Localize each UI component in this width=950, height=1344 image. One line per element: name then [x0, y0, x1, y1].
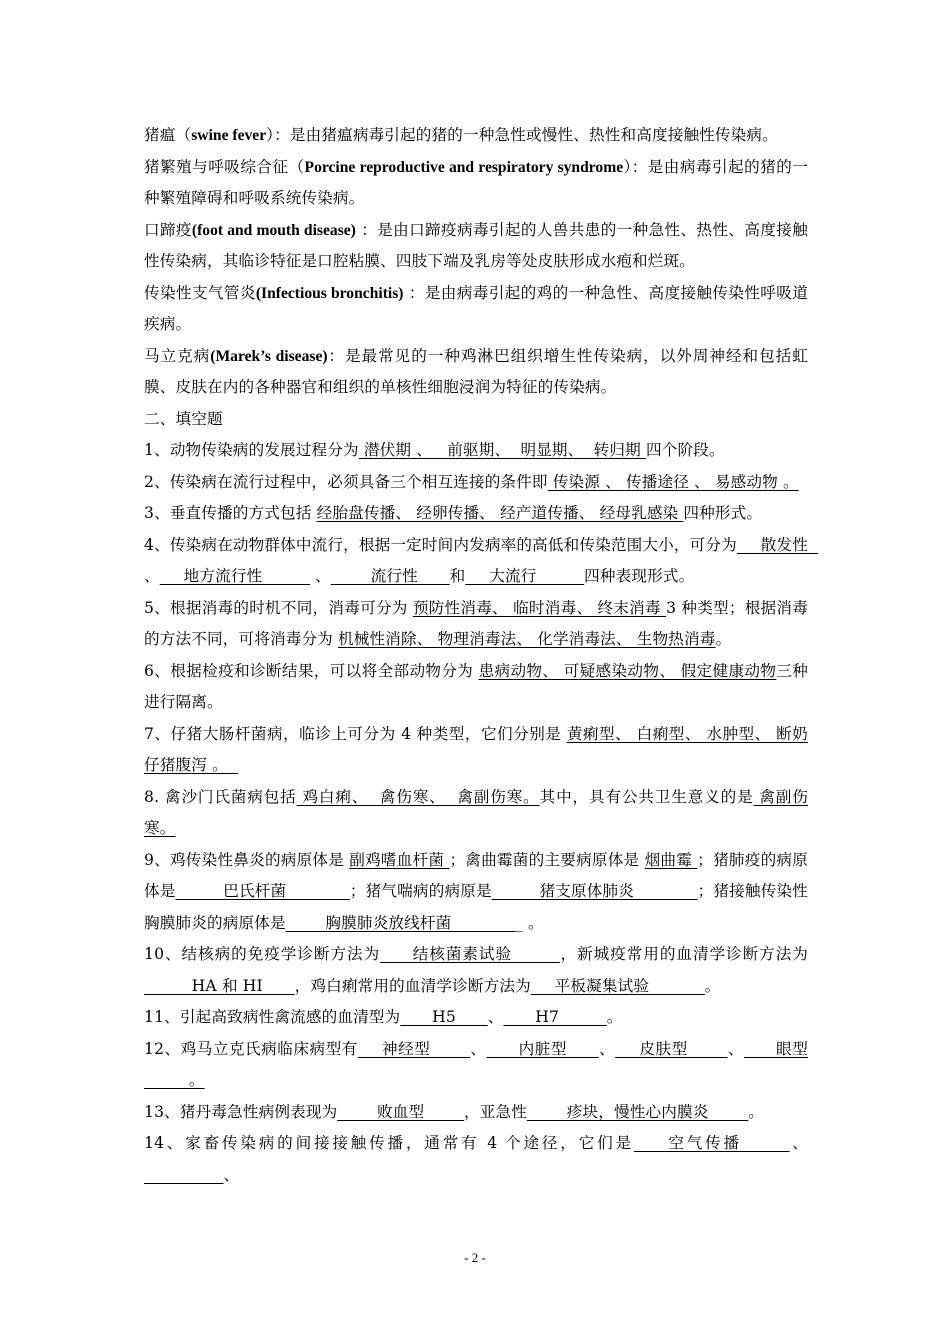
definition-prefix: 猪繁殖与呼吸综合征（ [144, 157, 305, 176]
question-text: 5、根据消毒的时机不同，消毒可分为 [144, 598, 413, 617]
question-text: 12、鸡马立克氏病临床病型有 [144, 1039, 358, 1058]
definition-mareks-disease [144, 341, 808, 404]
section-title: 二、填空题 [144, 409, 223, 428]
answer-blank: ______猪支原体肺炎________ [491, 882, 698, 900]
answer-blank: 潜伏期 、 前驱期、 明显期、 转归期 [358, 441, 646, 459]
definition-prrs [144, 152, 808, 215]
answer-blank: 烟曲霉 [644, 850, 698, 869]
question-text: 、 [487, 1008, 504, 1026]
definition-prefix: 口蹄疫 [144, 220, 192, 239]
answer-blank: 黄痢型、 白痢型、 水肿型、 断奶仔猪腹泻 。 [144, 724, 808, 774]
question-text: 四个阶段。 [645, 441, 725, 459]
definition-term: Porcine reproductive and respiratory syndrome [304, 158, 624, 176]
question-text: 。 [704, 976, 721, 995]
question-text: ；猪气喘病的病原是 [349, 882, 492, 900]
answer-blank: ____结核菌素试验______ [380, 945, 560, 963]
question-text: 、 [310, 567, 331, 585]
answer-blank: 经胎盘传播、 经卵传播、 经产道传播、 经母乳感染 [316, 504, 684, 522]
answer-blank: _____败血型_____ [337, 1102, 465, 1121]
answer-blank: ___大流行______ [465, 567, 585, 585]
definition-infectious-bronchitis [144, 278, 808, 341]
answer-blank: 副鸡嗜血杆菌 [349, 850, 450, 869]
question-text: 8. 禽沙门氏菌病包括 [144, 787, 297, 806]
question-text: 、 [144, 567, 160, 585]
definition-term: (Marek’s disease) [210, 347, 328, 365]
question-text: ；禽曲霉菌的主要病原体是 [449, 850, 645, 869]
question-text: 9、鸡传染性鼻炎的病原体是 [144, 850, 350, 869]
question-text: 、 [223, 1165, 240, 1184]
definition-term: swine fever [191, 127, 267, 144]
question-text: 和 [449, 567, 466, 585]
answer-blank: ___地方流行性______ [159, 567, 310, 585]
question-text: 、 [470, 1039, 487, 1058]
answer-blank: 预防性消毒、 临时消毒、 终末消毒 [412, 598, 667, 617]
question-12 [144, 1034, 808, 1097]
answer-blank: 传染源 、 传播途径 、 易感动物 。 [547, 472, 799, 491]
question-text: 、 [598, 1039, 616, 1058]
answer-blank: ____内脏型____ [486, 1039, 599, 1058]
answer-blank: _____胸膜肺炎放线杆菌________ [285, 913, 515, 932]
question-text: 3 种类型；根据消毒的方法不同，可将消毒分为 [144, 598, 808, 648]
question-5 [144, 593, 808, 656]
answer-blank: 鸡白痢、 禽伤寒、 禽副伤寒。 [296, 787, 540, 806]
answer-blank: ___神经型_____ [357, 1039, 471, 1058]
answer-blank: ___皮肤型_____ [615, 1039, 728, 1058]
answer-blank: ______巴氏杆菌________ [175, 882, 350, 900]
question-6 [144, 656, 808, 719]
question-text: 7、仔猪大肠杆菌病，临诊上可分为 4 种类型，它们分别是 [144, 724, 567, 743]
question-text: ；猪接触传染性胸膜肺炎的病原体是 [144, 882, 808, 932]
question-text: 。 [748, 1102, 764, 1121]
question-3 [144, 498, 808, 530]
page-content [144, 120, 819, 1191]
question-2 [144, 467, 808, 499]
question-text: 。 [606, 1008, 623, 1026]
answer-blank: ___散发性 [736, 535, 819, 554]
definition-text: ：是最常见的一种鸡淋巴组织增生性传染病，以外周神经和包括虹膜、皮肤在内的各种器官和组织的单核性细胞浸润为特征的传染病。 [144, 346, 808, 396]
question-text: 3、垂直传播的方式包括 [144, 504, 317, 522]
question-text: 四种形式。 [683, 504, 763, 522]
question-text: 6、根据检疫和诊断结果，可以将全部动物分为 [144, 661, 479, 680]
question-1 [144, 435, 808, 467]
question-text: 三种进行隔离。 [144, 661, 808, 711]
definition-text: ：是由病毒引起的鸡的一种急性、高度接触传染性呼吸道疾病。 [144, 283, 808, 333]
definition-term: (Infectious bronchitis) [255, 284, 404, 302]
answer-blank: ____H5____ [400, 1008, 488, 1026]
question-text: 11、引起高致病性禽流感的血清型为 [144, 1008, 401, 1026]
question-text: 14、家畜传染病的间接接触传播，通常有 4 个途径，它们是 [144, 1134, 634, 1152]
question-4 [144, 530, 819, 593]
question-14 [144, 1128, 808, 1191]
answer-blank: 禽副伤寒。 [144, 787, 808, 837]
question-text: _ 。 [514, 913, 544, 932]
answer-blank: _____流行性____ [330, 567, 450, 585]
definition-term: (foot and mouth disease) [191, 221, 356, 239]
question-text: 2、传染病在流行过程中，必须具备三个相互连接的条件即 [144, 472, 548, 491]
question-text: 。 [715, 630, 732, 648]
definition-text: ：是由口蹄疫病毒引起的人兽共患的一种急性、热性、高度接触性传染病，其临诊特征是口腔粘膜、四肢下端及乳房等处皮肤形成水疱和烂斑。 [144, 220, 809, 270]
answer-blank: ______HA 和 HI____ [144, 976, 295, 995]
question-text: ；猪肺疫的病原体是 [144, 850, 808, 900]
definition-prefix: 猪瘟（ [144, 126, 192, 144]
question-text: 其中，具有公共卫生意义的是 [539, 787, 754, 806]
question-text: 4、传染病在动物群体中流行，根据一定时间内发病率的高低和传染范围大小，可分为 [144, 535, 737, 554]
definition-swine-fever [144, 120, 808, 152]
answer-blank: 机械性消除、 物理消毒法、 化学消毒法、 生物热消毒 [338, 630, 716, 648]
question-11 [144, 1002, 808, 1034]
question-text: 、 [789, 1134, 809, 1152]
question-text: 13、猪丹毒急性病例表现为 [144, 1102, 338, 1121]
definition-prefix: 马立克病 [144, 346, 211, 365]
question-7 [144, 719, 808, 782]
question-text: 1、动物传染病的发展过程分为 [144, 441, 359, 459]
question-text: 10、结核病的免疫学诊断方法为 [144, 945, 381, 963]
answer-blank: ____空气传播______ [633, 1134, 790, 1152]
question-text: ，新城疫常用的血清学诊断方法为 [559, 945, 808, 963]
answer-blank: _____疹块，慢性心内膜炎_____ [527, 1102, 749, 1121]
question-13 [144, 1097, 808, 1129]
question-text: ，鸡白痢常用的血清学诊断方法为 [294, 976, 531, 995]
answer-blank: ___平板凝集试验_______ [530, 976, 705, 995]
answer-blank: 患病动物、 可疑感染动物、 假定健康动物 [478, 661, 777, 680]
definition-foot-and-mouth [144, 215, 808, 278]
question-8 [144, 782, 808, 845]
question-9 [144, 845, 808, 940]
answer-blank: ____H7______ [503, 1008, 607, 1026]
definition-text: ）：是由猪瘟病毒引起的猪的一种急性或慢性、热性和高度接触性传染病。 [266, 126, 778, 144]
answer-blank: __________ [144, 1165, 224, 1184]
answer-blank: ____眼型_____ 。 [144, 1039, 808, 1089]
question-10 [144, 939, 808, 1002]
definition-prefix: 传染性支气管炎 [144, 283, 256, 302]
question-text: 、 [727, 1039, 744, 1058]
question-text: ，亚急性 [464, 1102, 528, 1121]
question-text: 四种表现形式。 [584, 567, 695, 585]
page-number: - 2 - [464, 1250, 486, 1265]
definition-text: ）：是由病毒引起的猪的一种繁殖障碍和呼吸系统传染病。 [144, 157, 808, 207]
